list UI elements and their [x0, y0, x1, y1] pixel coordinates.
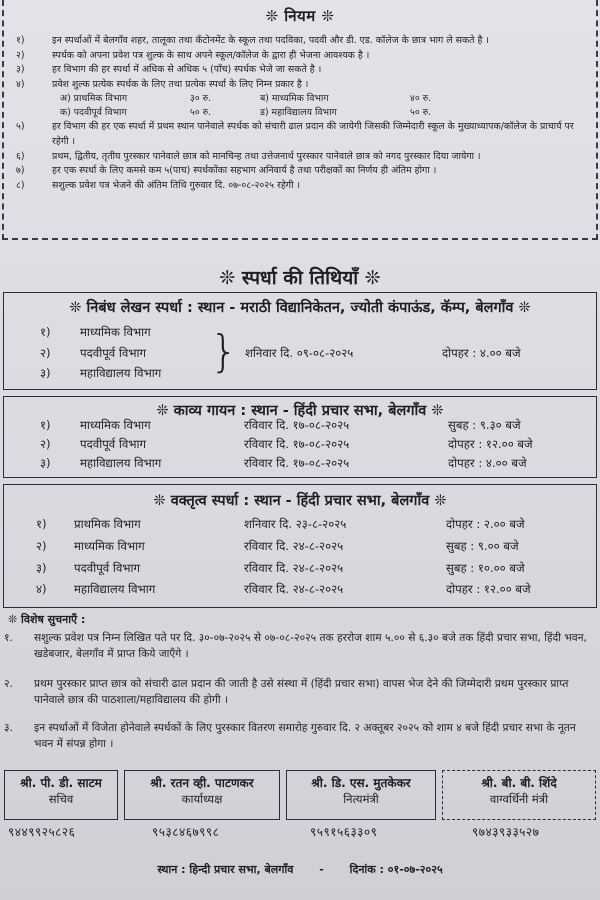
rule-item: ३) हर विभाग की हर स्पर्धा में अधिक से अधिक ५ (पाँच) स्पर्धक भेजे जा सकते है ।	[16, 64, 322, 76]
note-item: २. प्रथम पुरस्कार प्राप्त छात्र को संचारी ढाल प्रदान की जाती है उसे संस्था में (हिंदी प्रचार सभा) वापस भेज देने की जिम्मेदारी प्रथम पुरस्कार प्राप्त पानेवाले छात्र की पाठशाला/महाविद्यालय की होगी ।	[4, 678, 569, 706]
poetry-row-num: ३)	[40, 456, 51, 470]
footer-date: दिनांक : ०१-०७-२०२५	[349, 863, 443, 876]
poetry-row-date: रविवार दि. १७-०८-२०२५	[244, 437, 350, 451]
speech-row-time: दोपहर : २.०० बजे	[446, 517, 525, 531]
fee-label: क) पदवीपूर्व विभाग	[60, 107, 127, 119]
speech-row-num: ४)	[36, 582, 47, 596]
essay-row-dept: माध्यमिक विभाग	[80, 325, 151, 339]
speech-row-time: दोपहर : १२.०० बजे	[446, 582, 531, 596]
speech-row-date: रविवार दि. २४-८-२०२५	[244, 539, 344, 553]
speech-row-num: २)	[36, 539, 47, 553]
speech-row-dept: महाविद्यालय विभाग	[74, 582, 156, 596]
signatory-name: श्री. डि. एस. मुतकेकर	[311, 776, 411, 790]
poetry-row-time: दोपहर : ४.०० बजे	[448, 456, 527, 470]
essay-row-dept: पदवीपूर्व विभाग	[80, 346, 147, 360]
note-item: १. सशुल्क प्रवेश पत्र निम्न लिखित पते पर दि. ३०-०७-२०२५ से ०७-०८-२०२५ तक हररोज शाम ५.०० से ६.३० बजे तक हिंदी प्रचार सभा, हिंदी भवन, खडेबजार, बेलगाँव में प्राप्त किये जाएँगे ।	[4, 632, 587, 660]
competition-dates-heading: ❊ स्पर्धा की तिथियाँ ❊	[219, 267, 381, 289]
fee-amount: ५० रु.	[190, 107, 212, 119]
poetry-row-time: सुबह : ९.३० बजे	[448, 418, 521, 432]
fee-label: अ) प्राथमिक विभाग	[60, 93, 128, 105]
essay-row-num: १)	[40, 325, 51, 339]
rule-item: ६) प्रथम, द्वितीय, तृतीय पुरस्कार पानेवाले छात्र को मानचिन्ह तथा उत्तेजनार्थ पुरस्कार पानेवाले छात्र को नगद पुरस्कार दिया जायेगा ।	[16, 150, 481, 162]
signatory-role: नित्यमंत्री	[343, 792, 379, 806]
signatory-name: श्री. बी. बी. शिंदे	[481, 776, 557, 790]
note-item: ३. इन स्पर्धाओं में विजेता होनेवाले स्पर्धकों के लिए पुरस्कार वितरण समारोह गुरुवार दि. २ अक्तूबर २०२५ को शाम ४ बजे हिंदी प्रचार सभा के नूतन भवन में संपन्न होगा ।	[4, 722, 576, 750]
signatory-role: वाग्वर्धिनी मंत्री	[489, 792, 549, 806]
speech-row-time: सुबह : १०.०० बजे	[446, 561, 525, 575]
fee-label: ड) महाविद्यालय विभाग	[260, 107, 337, 119]
essay-date: शनिवार दि. ०९-०८-२०२५	[245, 346, 354, 360]
poetry-row-dept: पदवीपूर्व विभाग	[80, 437, 147, 451]
speech-row-num: ३)	[36, 561, 47, 575]
notes-heading: ❊ विशेष सुचनाएँ :	[8, 613, 86, 626]
signatory-name: श्री. पी. डी. साटम	[20, 776, 102, 790]
speech-row-date: रविवार दि. २४-८-२०२५	[244, 561, 344, 575]
poetry-row-date: रविवार दि. १७-०८-२०२५	[244, 456, 350, 470]
signatory-phone: ९५३८४६७९९८	[152, 825, 220, 839]
poetry-row-dept: माध्यमिक विभाग	[80, 418, 151, 432]
signatory-role: सचिव	[48, 792, 74, 806]
essay-row-num: २)	[40, 346, 51, 360]
fee-amount: ३० रु.	[190, 93, 212, 105]
poetry-row-date: रविवार दि. १७-०८-२०२५	[244, 418, 350, 432]
rule-item: ४) प्रवेश शुल्क प्रत्येक स्पर्धक के लिए तथा प्रत्येक स्पर्धा के लिए निम्न प्रकार है ।	[16, 78, 309, 90]
fee-label: ब) माध्यमिक विभाग	[260, 93, 329, 105]
speech-row-num: १)	[36, 517, 47, 531]
fee-amount: ४० रु.	[410, 93, 432, 105]
poetry-heading: ❊ काव्य गायन : स्थान - हिंदी प्रचार सभा, बेलगाँव ❊	[156, 403, 444, 419]
signatory-role: कार्याध्यक्ष	[181, 792, 223, 806]
rules-heading: ❊ नियम ❊	[265, 7, 335, 25]
essay-time: दोपहर : ४.०० बजे	[442, 346, 521, 360]
rule-item: ८) सशुल्क प्रवेश पत्र भेजने की अंतिम तिथि गुरुवार दि. ०७-०८-२०२५ रहेगी ।	[16, 179, 301, 191]
signatory-card	[124, 770, 280, 820]
poetry-row-num: २)	[40, 437, 51, 451]
speech-row-dept: प्राथमिक विभाग	[74, 517, 141, 531]
speech-row-dept: पदवीपूर्व विभाग	[74, 561, 141, 575]
signatory-card	[286, 770, 436, 820]
brace-symbol: }	[210, 326, 238, 377]
rule-item: ७) हर एक स्पर्धा के लिए कमसे कम ५(पाच) स्पर्धकोंका सहभाग अनिवार्य है तथा परीक्षकों का निर्णय ही अंतिम होगा ।	[16, 165, 437, 177]
fee-amount: ५० रु.	[410, 107, 432, 119]
speech-row-time: सुबह : ९.०० बजे	[446, 539, 519, 553]
rule-item: २) स्पर्धक को अपना प्रवेश पत्र शुल्क के साथ अपने स्कूल/कॉलेज के द्वारा ही भेजना आवश्यक है ।	[16, 49, 370, 61]
rule-item: १) इन स्पर्धाओं में बेलगाँव शहर, तालूका तथा कँटोनमेंट के स्कूल तथा पदविका, पदवी और डी. एड. कॉलेज के छात्र भाग ले सकते है ।	[16, 35, 489, 46]
footer	[0, 862, 600, 877]
signatory-card	[442, 770, 596, 820]
rules-list	[10, 34, 588, 193]
footer-place: स्थान : हिन्दी प्रचार सभा, बेलगाँव	[157, 863, 294, 876]
rule-item: ५) हर विभाग की हर एक स्पर्धा में प्रथम स्थान पानेवाले स्पर्धक को संचारी ढाल प्रदान की जायेगी जिसकी जिम्मेदारी स्कूल के मुख्याध्यापक/कॉलेज के प्राचार्य पर रहेगी ।	[16, 121, 574, 147]
signatory-card	[4, 770, 118, 820]
signatory-phone: ९५९१५६३३०९	[310, 825, 378, 839]
fee-table	[60, 92, 588, 120]
essay-row-dept: महाविद्यालय विभाग	[80, 366, 162, 380]
speech-heading: ❊ वक्तृत्व स्पर्धा : स्थान - हिंदी प्रचार सभा, बेलगाँव ❊	[153, 493, 447, 509]
speech-row-date: शनिवार दि. २३-८-२०२५	[244, 517, 347, 531]
essay-row-num: ३)	[40, 366, 51, 380]
poetry-row-time: दोपहर : १२.०० बजे	[448, 437, 533, 451]
signatory-phone: ९७४३९३३५२७	[472, 825, 540, 839]
speech-row-date: रविवार दि. २४-८-२०२५	[244, 582, 344, 596]
poetry-row-dept: महाविद्यालय विभाग	[80, 456, 162, 470]
signatory-name: श्री. रतन व्ही. पाटणकर	[150, 776, 254, 790]
poetry-row-num: १)	[40, 418, 51, 432]
footer-separator: -	[319, 863, 324, 876]
signatory-phone: ९४४९९२५८२६	[8, 825, 76, 839]
essay-heading: ❊ निबंध लेखन स्पर्धा : स्थान - मराठी विद्यानिकेतन, ज्योती कंपाऊंड, कॅम्प, बेलगाँव ❊	[69, 300, 531, 316]
speech-row-dept: माध्यमिक विभाग	[74, 539, 145, 553]
